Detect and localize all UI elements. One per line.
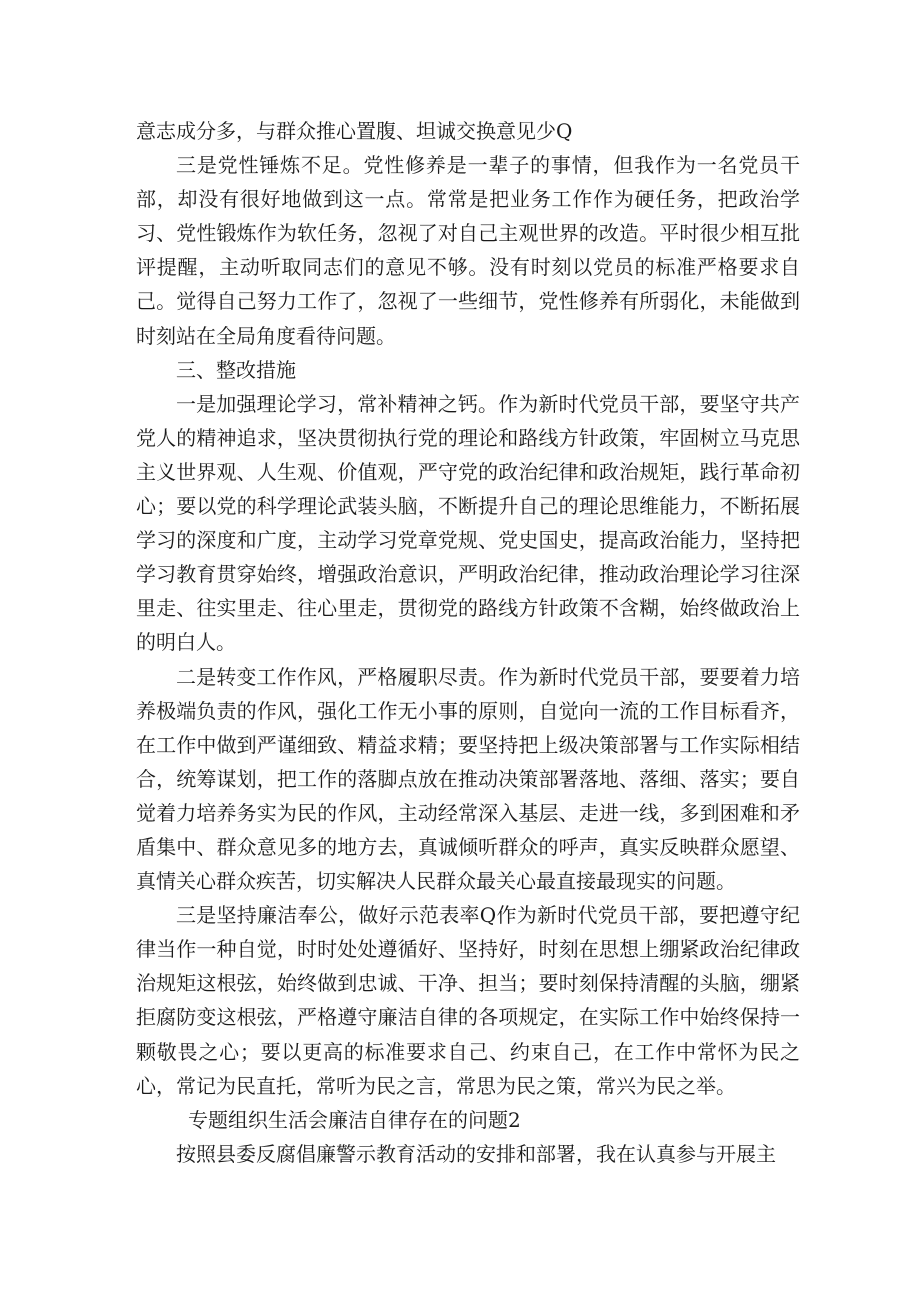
paragraph-continuation: 意志成分多，与群众推心置腹、坦诚交换意见少Q <box>136 119 573 143</box>
paragraph-opening: 按照县委反腐倡廉警示教育活动的安排和部署，我在认真参与开展主 <box>176 1141 776 1166</box>
paragraph-theory-study: 一是加强理论学习，常补精神之钙。作为新时代党员干部，要坚守共产党人的精神追求，坚决贯彻执行党的理论和路线方针政策，牢固树立马克思主义世界观、人生观、价值观，严守党的政治纪律和政治规矩，践行革命初心；要以党的科学理论武装头脑，不断提升自己的理论思维能力，不断拓展学习的深度和广度，主动学习党章党规、党史国史，提高政治能力，坚持把学习教育贯穿始终，增强政治意识，严明政治纪律，推动政治理论学习往深里走、往实里走、往心里走，贯彻党的路线方针政策不含糊，始终做政治上的明白人。 <box>136 391 800 655</box>
section-heading-rectification: 三、整改措施 <box>176 357 296 382</box>
paragraph-party-spirit: 三是党性锤炼不足。党性修养是一辈子的事情，但我作为一名党员干部，却没有很好地做到这一点。常常是把业务工作作为硬任务，把政治学习、党性锻炼作为软任务，忽视了对自己主观世界的改造。平时很少相互批评提醒，主动听取同志们的意见不够。没有时刻以党员的标准严格要求自己。觉得自己努力工作了，忽视了一些细节，党性修养有所弱化，未能做到时刻站在全局角度看待问题。 <box>136 153 800 348</box>
paragraph-integrity: 三是坚持廉洁奉公，做好示范表率Q作为新时代党员干部，要把遵守纪律当作一种自觉，时时处处遵循好、坚持好，时刻在思想上绷紧政治纪律政治规矩这根弦，始终做到忠诚、干净、担当；要时刻保持清醒的头脑，绷紧拒腐防变这根弦，严格遵守廉洁自律的各项规定，在实际工作中始终保持一颗敬畏之心；要以更高的标准要求自己、约束自己，在工作中常怀为民之心，常记为民直托，常听为民之言，常思为民之策，常兴为民之举。 <box>136 903 800 1098</box>
article-subtitle: 专题组织生活会廉洁自律存在的问题2 <box>188 1107 521 1132</box>
paragraph-work-style: 二是转变工作作风，严格履职尽责。作为新时代党员干部，要要着力培养极端负责的作风，强化工作无小事的原则，自觉向一流的工作目标看齐，在工作中做到严谨细致、精益求精；要坚持把上级决策部署与工作实际相结合，统筹谋划，把工作的落脚点放在推动决策部署落地、落细、落实；要自觉着力培养务实为民的作风，主动经常深入基层、走进一线，多到困难和矛盾集中、群众意见多的地方去，真诚倾听群众的呼声，真实反映群众愿望、真情关心群众疾苦，切实解决人民群众最关心最直接最现实的问题。 <box>136 664 800 894</box>
